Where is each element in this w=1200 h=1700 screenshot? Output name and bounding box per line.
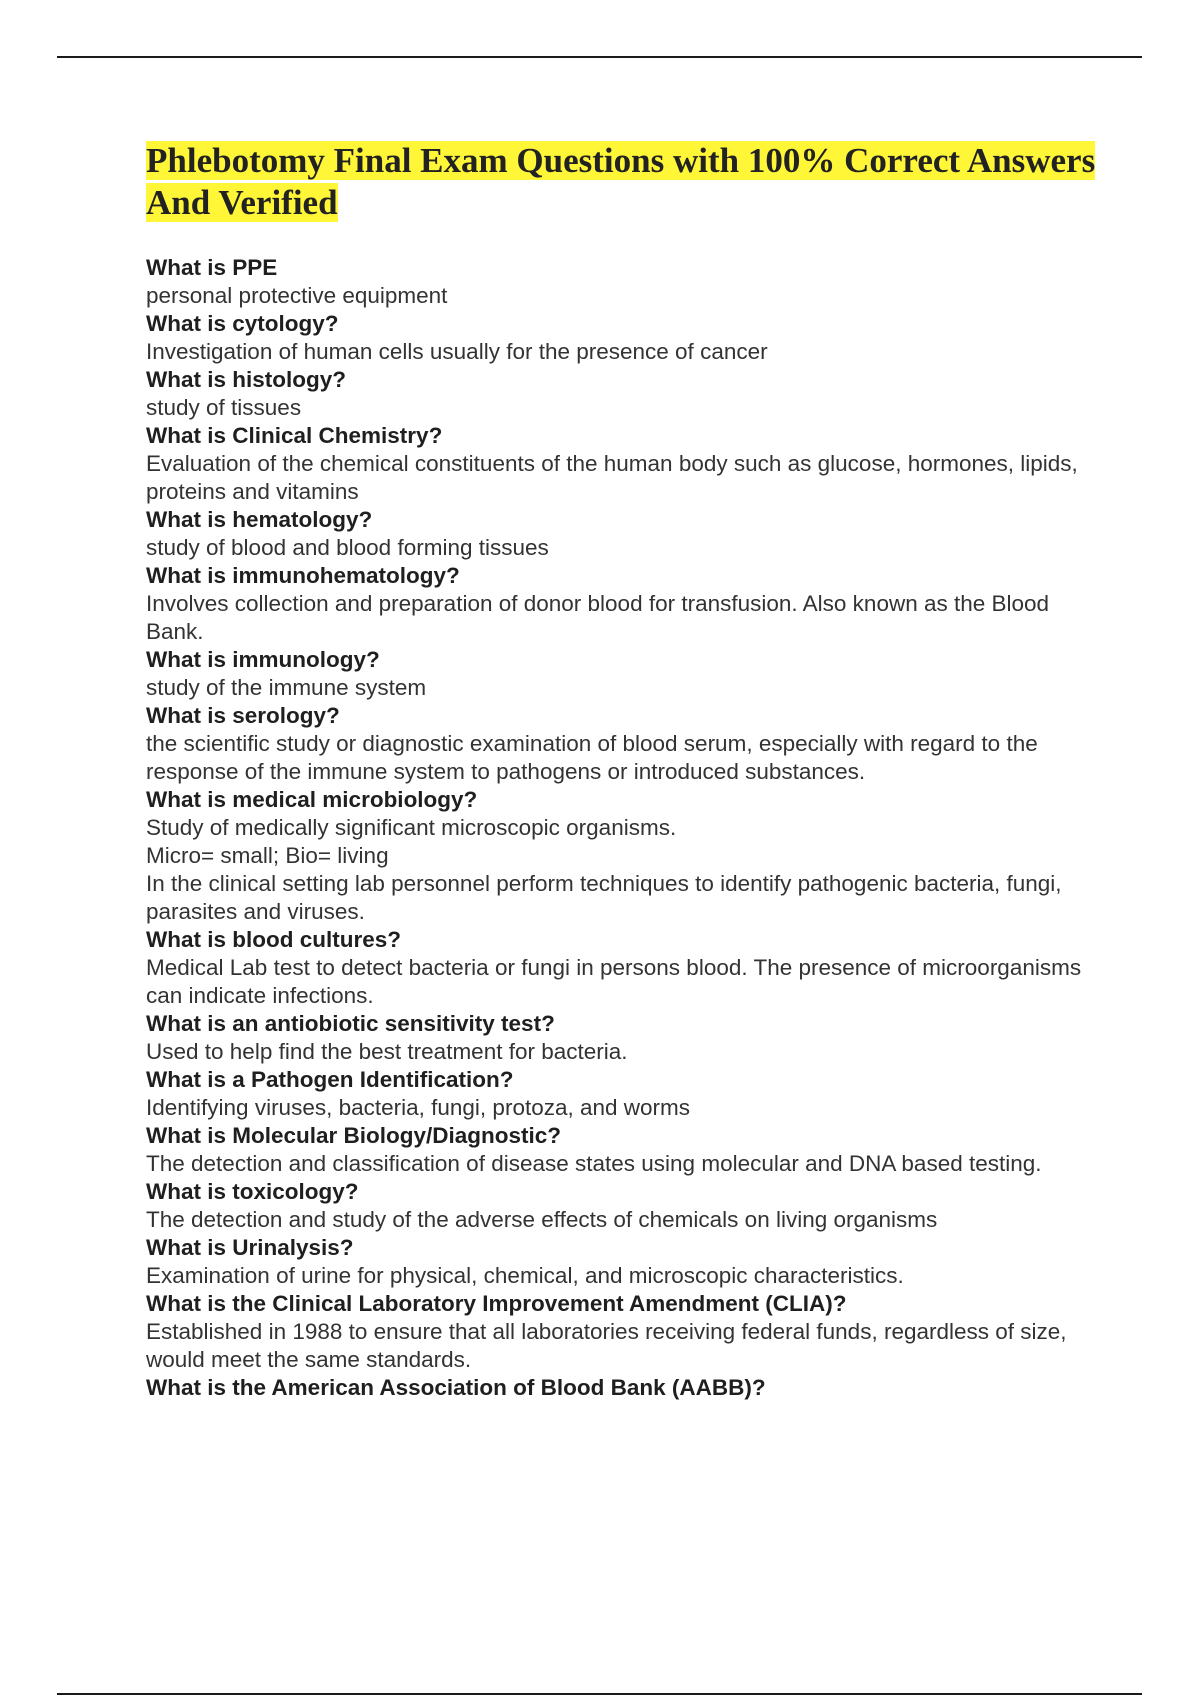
- qa-item: [146, 1066, 1106, 1122]
- question: What is serology?: [146, 703, 340, 728]
- document-title: [146, 140, 1106, 224]
- question: What is the Clinical Laboratory Improvement Amendment (CLIA)?: [146, 1291, 847, 1316]
- answer: Study of medically significant microscopic organisms.: [146, 815, 677, 840]
- answer: the scientific study or diagnostic examination of blood serum, especially with regard to the response of the immune system to pathogens or introduced substances.: [146, 731, 1038, 784]
- qa-item: [146, 1178, 1106, 1234]
- answer: Established in 1988 to ensure that all laboratories receiving federal funds, regardless of size, would meet the same standards.: [146, 1319, 1067, 1372]
- question: What is hematology?: [146, 507, 373, 532]
- qa-item: [146, 506, 1106, 562]
- qa-item: [146, 702, 1106, 786]
- answer: personal protective equipment: [146, 283, 448, 308]
- header-rule: [57, 56, 1142, 58]
- document-body: [146, 140, 1106, 1402]
- qa-item: [146, 366, 1106, 422]
- answer: Evaluation of the chemical constituents of the human body such as glucose, hormones, lipids, proteins and vitamins: [146, 451, 1078, 504]
- question: What is medical microbiology?: [146, 787, 478, 812]
- question: What is cytology?: [146, 311, 339, 336]
- question: What is Molecular Biology/Diagnostic?: [146, 1123, 562, 1148]
- answer: study of the immune system: [146, 675, 427, 700]
- question: What is a Pathogen Identification?: [146, 1067, 514, 1092]
- answer: Micro= small; Bio= living: [146, 843, 389, 868]
- qa-item: [146, 1290, 1106, 1374]
- question: What is PPE: [146, 255, 278, 280]
- qa-item: [146, 562, 1106, 646]
- footer-rule: [57, 1693, 1142, 1695]
- question: What is Clinical Chemistry?: [146, 423, 443, 448]
- question: What is immunology?: [146, 647, 380, 672]
- qa-item: [146, 786, 1106, 926]
- qa-item: [146, 1122, 1106, 1178]
- answer: study of tissues: [146, 395, 302, 420]
- answer: Identifying viruses, bacteria, fungi, protoza, and worms: [146, 1095, 691, 1120]
- answer: Investigation of human cells usually for the presence of cancer: [146, 339, 768, 364]
- question: What is blood cultures?: [146, 927, 402, 952]
- qa-item: [146, 422, 1106, 506]
- question: What is Urinalysis?: [146, 1235, 354, 1260]
- qa-item: [146, 310, 1106, 366]
- title-highlight: Phlebotomy Final Exam Questions with 100% Correct Answers And Verified: [146, 141, 1096, 222]
- answer: Medical Lab test to detect bacteria or fungi in persons blood. The presence of microorganisms can indicate infections.: [146, 955, 1082, 1008]
- answer: The detection and classification of disease states using molecular and DNA based testing.: [146, 1151, 1042, 1176]
- answer: Used to help find the best treatment for bacteria.: [146, 1039, 628, 1064]
- question: What is toxicology?: [146, 1179, 359, 1204]
- qa-item: [146, 1374, 1106, 1402]
- question: What is histology?: [146, 367, 346, 392]
- qa-item: [146, 926, 1106, 1010]
- question: What is an antiobiotic sensitivity test?: [146, 1011, 555, 1036]
- qa-list: [146, 254, 1106, 1402]
- answer: Involves collection and preparation of donor blood for transfusion. Also known as the Blood Bank.: [146, 591, 1050, 644]
- answer: study of blood and blood forming tissues: [146, 535, 549, 560]
- question: What is immunohematology?: [146, 563, 460, 588]
- qa-item: [146, 1234, 1106, 1290]
- qa-item: [146, 646, 1106, 702]
- qa-item: [146, 254, 1106, 310]
- answer: In the clinical setting lab personnel perform techniques to identify pathogenic bacteria, fungi, parasites and viruses.: [146, 871, 1062, 924]
- answer: The detection and study of the adverse effects of chemicals on living organisms: [146, 1207, 938, 1232]
- qa-item: [146, 1010, 1106, 1066]
- question: What is the American Association of Blood Bank (AABB)?: [146, 1375, 766, 1400]
- answer: Examination of urine for physical, chemical, and microscopic characteristics.: [146, 1263, 904, 1288]
